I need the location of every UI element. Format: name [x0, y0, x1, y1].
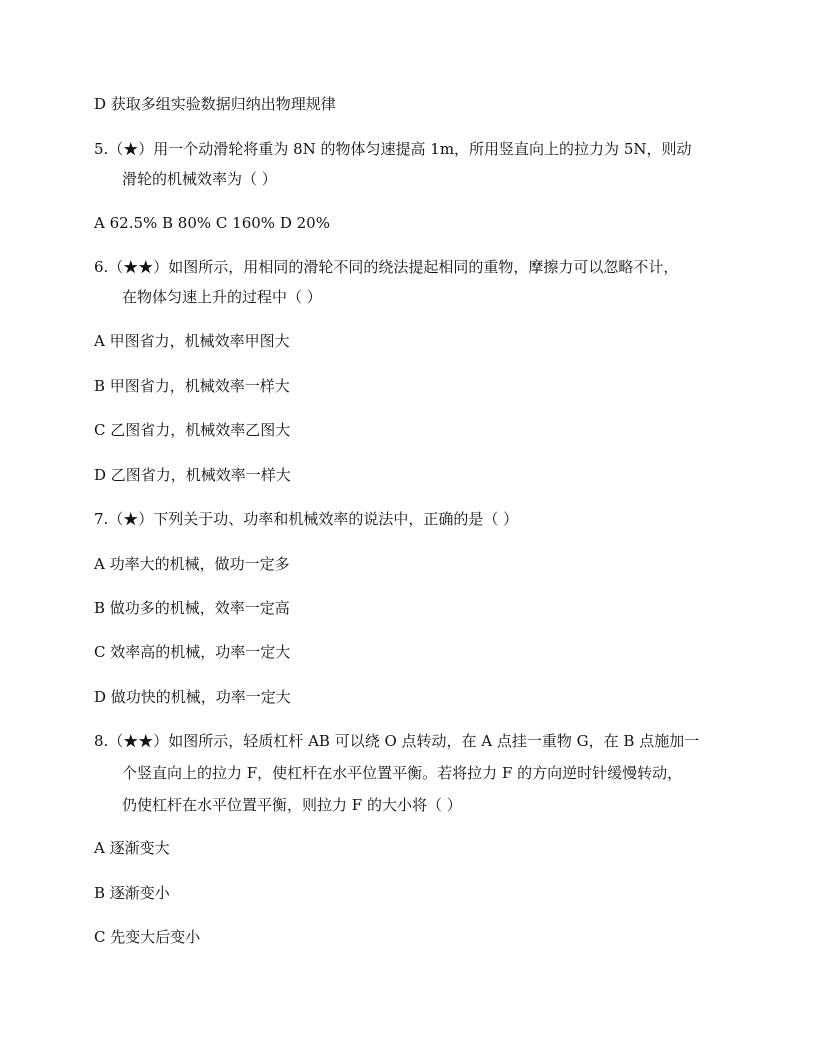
q6-stem-line-2: 在物体匀速上升的过程中（ ） [122, 288, 322, 306]
q5-options: A 62.5% B 80% C 160% D 20% [94, 214, 330, 232]
q7-option-d: D 做功快的机械，功率一定大 [94, 688, 291, 706]
q5-stem-line-2: 滑轮的机械效率为（ ） [122, 170, 277, 188]
q8-stem-line-1: 8.（★★）如图所示，轻质杠杆 AB 可以绕 O 点转动，在 A 点挂一重物 G，在 B 点施加一 [94, 732, 700, 750]
q6-option-a: A 甲图省力，机械效率甲图大 [94, 332, 290, 350]
q8-stem-line-2: 个竖直向上的拉力 F，使杠杆在水平位置平衡。若将拉力 F 的方向逆时针缓慢转动， [122, 764, 683, 782]
q5-stem-line-1: 5.（★）用一个动滑轮将重为 8N 的物体匀速提高 1m，所用竖直向上的拉力为 5N，则动 [94, 140, 692, 158]
q8-option-a: A 逐渐变大 [94, 839, 170, 857]
q6-option-c: C 乙图省力，机械效率乙图大 [94, 421, 291, 439]
q7-stem: 7.（★）下列关于功、功率和机械效率的说法中，正确的是（ ） [94, 510, 519, 528]
q8-stem-line-3: 仍使杠杆在水平位置平衡，则拉力 F 的大小将（ ） [122, 796, 462, 814]
q6-option-b: B 甲图省力，机械效率一样大 [94, 377, 290, 395]
q6-stem-line-1: 6.（★★）如图所示，用相同的滑轮不同的绕法提起相同的重物，摩擦力可以忽略不计， [94, 258, 679, 276]
q7-option-b: B 做功多的机械，效率一定高 [94, 599, 290, 617]
q7-option-c: C 效率高的机械，功率一定大 [94, 643, 291, 661]
q4-option-d: D 获取多组实验数据归纳出物理规律 [94, 95, 336, 113]
q8-option-c: C 先变大后变小 [94, 928, 201, 946]
q6-option-d: D 乙图省力，机械效率一样大 [94, 466, 291, 484]
q7-option-a: A 功率大的机械，做功一定多 [94, 555, 290, 573]
q8-option-b: B 逐渐变小 [94, 884, 170, 902]
